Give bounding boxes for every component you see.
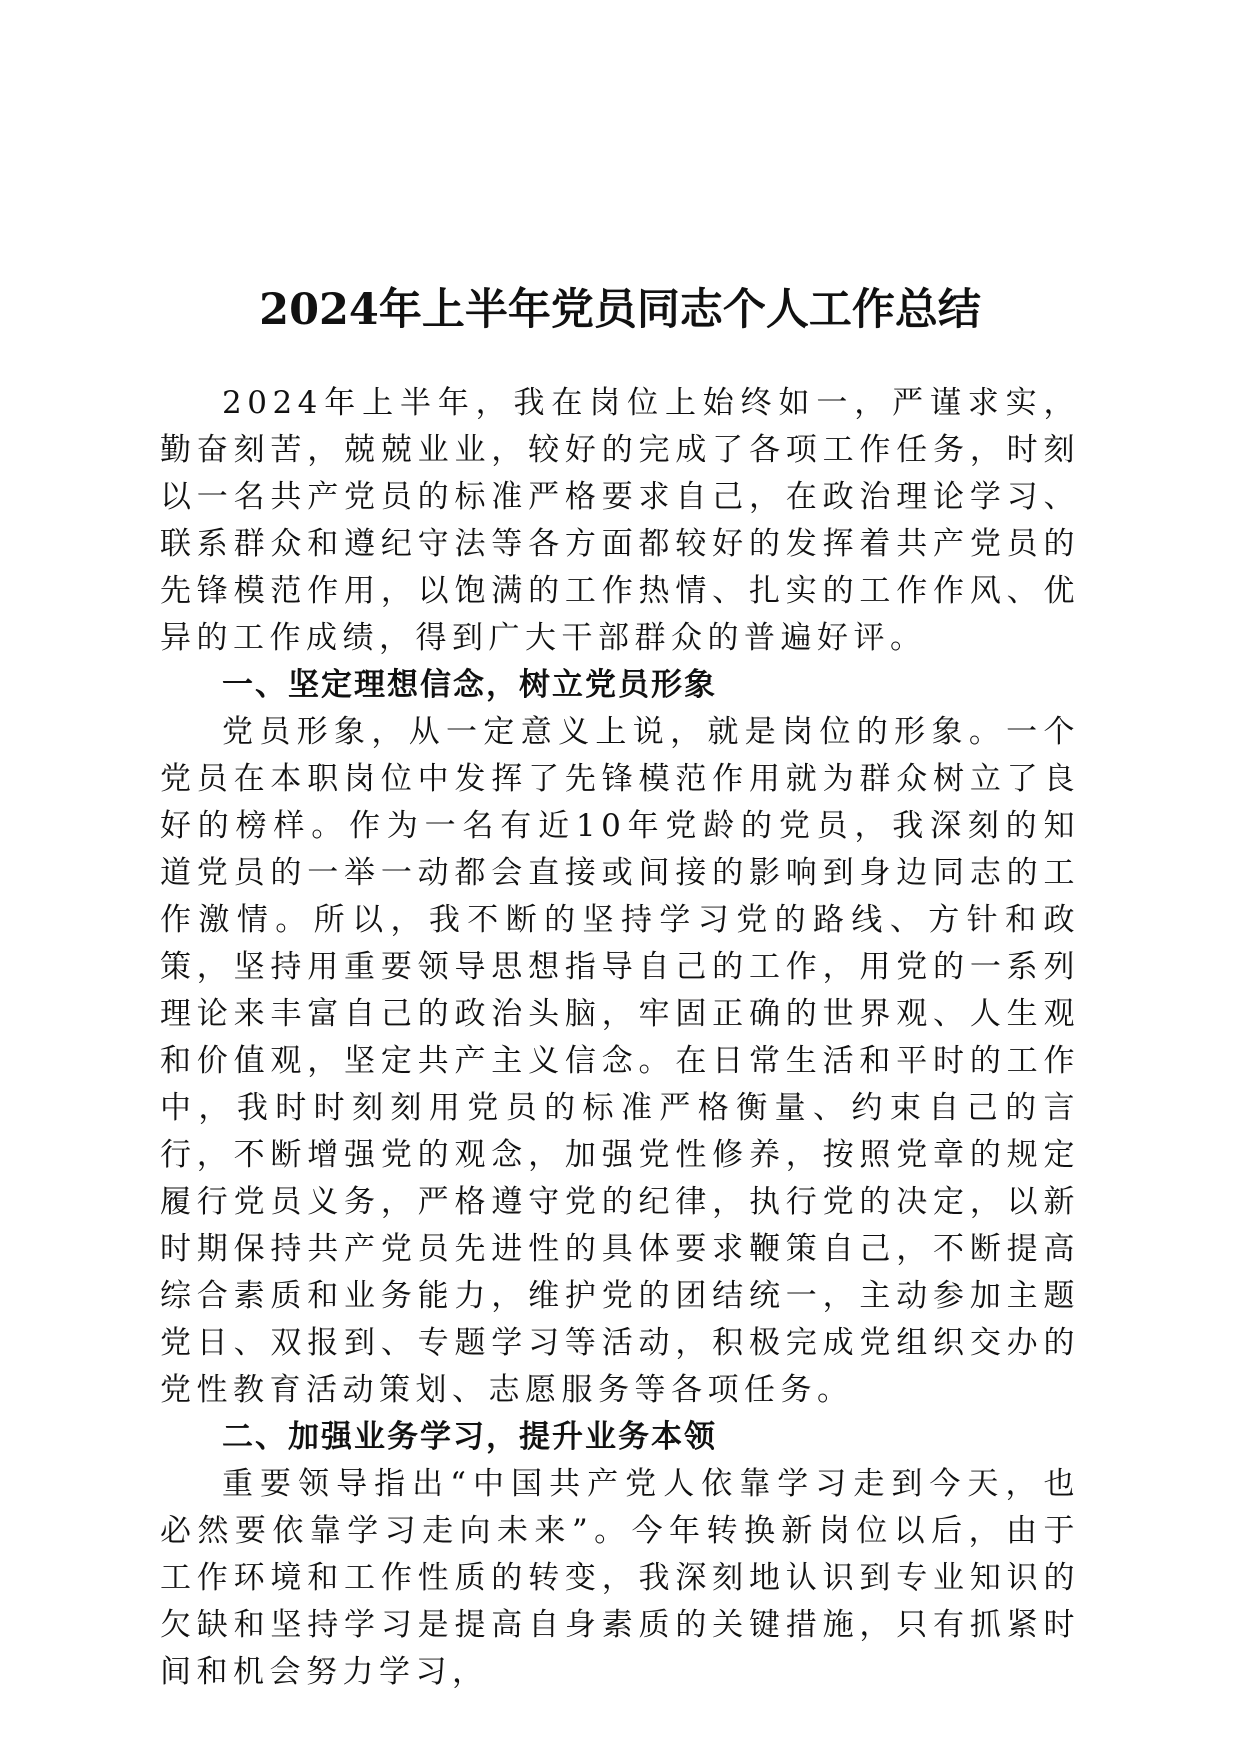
document-title: 2024年上半年党员同志个人工作总结	[259, 284, 981, 335]
section-heading: 一、坚定理想信念，树立党员形象	[222, 667, 717, 703]
section-paragraph: 重要领导指出“中国共产党人依靠学习走到今天，也必然要依靠学习走向未来”。今年转换新岗位以后，由于工作环境和工作性质的转变，我深刻地认识到专业知识的欠缺和坚持学习是提高自身素质的关键措施，只有抓紧时间和机会努力学习，	[160, 1466, 1080, 1690]
section-paragraph: 党员形象，从一定意义上说，就是岗位的形象。一个党员在本职岗位中发挥了先锋模范作用就为群众树立了良好的榜样。作为一名有近10年党龄的党员，我深刻的知道党员的一举一动都会直接或间接的影响到身边同志的工作激情。所以，我不断的坚持学习党的路线、方针和政策，坚持用重要领导思想指导自己的工作，用党的一系列理论来丰富自己的政治头脑，牢固正确的世界观、人生观和价值观，坚定共产主义信念。在日常生活和平时的工作中，我时时刻刻用党员的标准严格衡量、约束自己的言行，不断增强党的观念，加强党性修养，按照党章的规定履行党员义务，严格遵守党的纪律，执行党的决定，以新时期保持共产党员先进性的具体要求鞭策自己，不断提高综合素质和业务能力，维护党的团结统一，主动参加主题党日、双报到、专题学习等活动，积极完成党组织交办的党性教育活动策划、志愿服务等各项任务。	[160, 714, 1080, 1408]
section-heading: 二、加强业务学习，提升业务本领	[222, 1419, 717, 1455]
intro-paragraph: 2024年上半年，我在岗位上始终如一，严谨求实，勤奋刻苦，兢兢业业，较好的完成了各项工作任务，时刻以一名共产党员的标准严格要求自己，在政治理论学习、联系群众和遵纪守法等各方面都较好的发挥着共产党员的先锋模范作用，以饱满的工作热情、扎实的工作作风、优异的工作成绩，得到广大干部群众的普遍好评。	[160, 385, 1080, 656]
document-body	[160, 380, 1080, 1696]
